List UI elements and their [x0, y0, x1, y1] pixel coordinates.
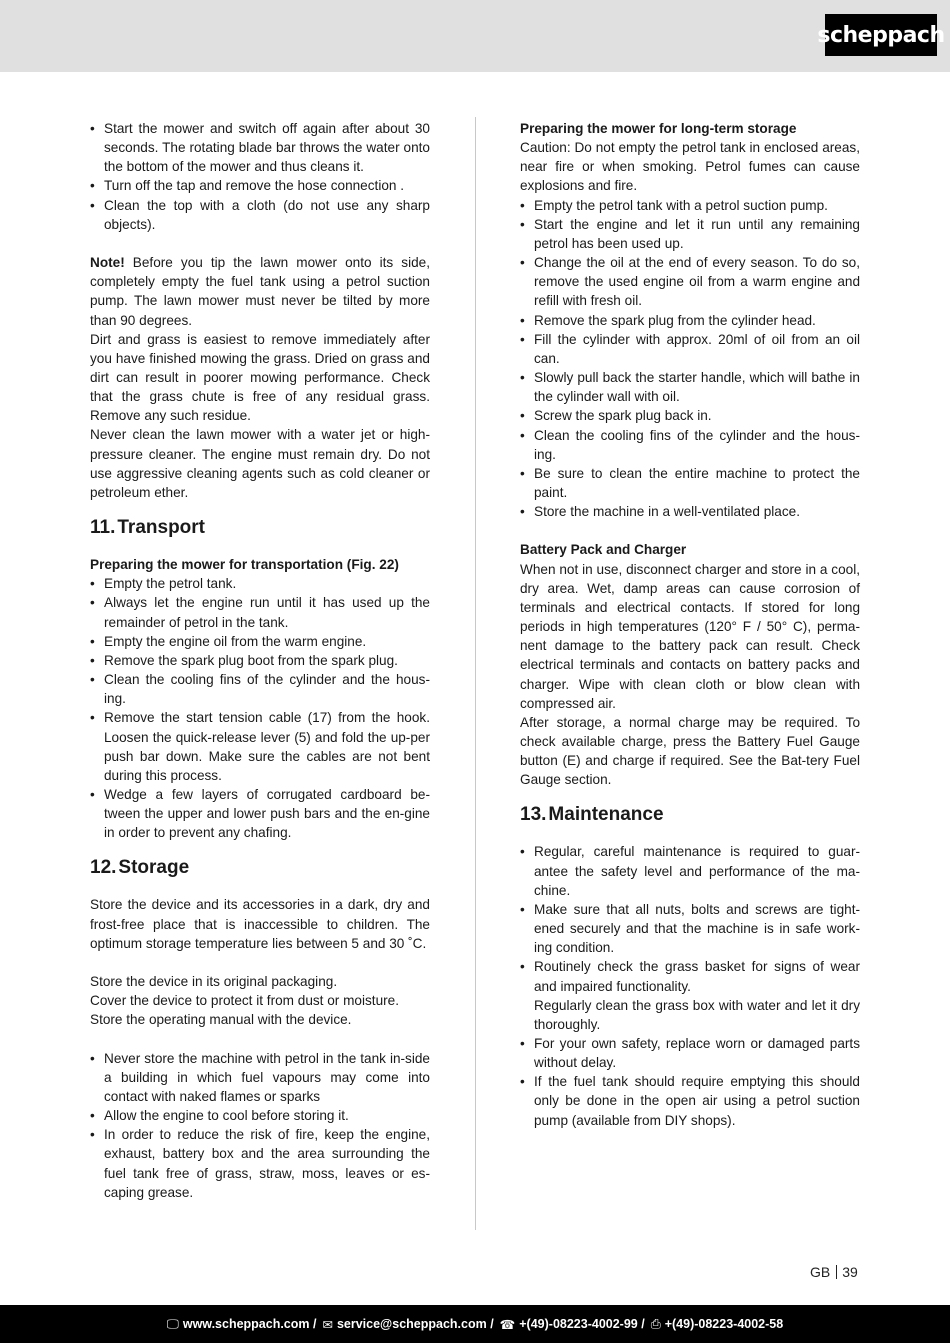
list-item: • Regular, careful maintenance is required to guar-antee the safety level and performance of the ma-chine. — [520, 842, 860, 899]
storage-line: Store the device in its original packaging. — [90, 974, 338, 990]
list-item: • Routinely check the grass basket for signs of wear and impaired functionality. Regularly clean the grass box with water and let it dry thoroughly. — [520, 957, 860, 1034]
right-column — [520, 119, 860, 1130]
list-item: • Clean the top with a cloth (do not use any sharp objects). — [90, 196, 430, 234]
list-item: • Remove the spark plug boot from the spark plug. — [90, 651, 430, 670]
list-item: • Turn off the tap and remove the hose connection . — [90, 176, 430, 195]
list-item: • Store the machine in a well-ventilated place. — [520, 502, 860, 521]
list-item: • Clean the cooling fins of the cylinder and the hous-ing. — [90, 670, 430, 708]
battery-paragraph: When not in use, disconnect charger and store in a cool, dry area. Wet, damp areas can cause corrosion of terminals and electrical contacts. If stored for long periods in high temperatures (120° F / 50° C), perma-nent damage to the battery pack can result. Check electrical terminals and contacts on battery packs and charger. Wipe with clean cloth or blow clean with compressed air. — [520, 561, 860, 711]
footer-web[interactable]: www.scheppach.com / — [182, 1317, 317, 1331]
column-divider — [475, 117, 476, 1230]
section-heading-storage: 12. Storage — [90, 857, 190, 879]
fax-icon: ⎙ — [650, 1316, 661, 1331]
footer-fax: +(49)-08223-4002-58 — [664, 1317, 784, 1331]
phone-icon: ☎ — [499, 1317, 516, 1332]
list-item: • Never store the machine with petrol in the tank in-side a building in which fuel vapours may come into contact with naked flames or sparks — [90, 1049, 430, 1106]
storage-list — [90, 1049, 430, 1202]
list-item: • Remove the spark plug from the cylinder head. — [520, 311, 860, 330]
transport-subheading: Preparing the mower for transportation (Fig. 22) — [90, 557, 399, 573]
scheppach-logo: scheppach — [825, 14, 937, 56]
list-item: • Empty the petrol tank. — [90, 574, 430, 593]
section-heading-maintenance: 13. Maintenance — [520, 804, 664, 826]
list-item: • Start the mower and switch off again after about 30 seconds. The rotating blade bar throws the water onto the bottom of the mower and thus cleans it. — [90, 119, 430, 176]
list-item: • If the fuel tank should require emptying this should only be done in the open air using a petrol suction pump (available from DIY shops). — [520, 1072, 860, 1129]
list-item: • Start the engine and let it run until any remaining petrol has been used up. — [520, 215, 860, 253]
list-item: • Always let the engine run until it has used up the remainder of petrol in the tank. — [90, 593, 430, 631]
footer-mail[interactable]: service@scheppach.com / — [336, 1317, 494, 1331]
storage-paragraph: Store the device and its accessories in a dark, dry and frost-free place that is inaccessible to children. The optimum storage temperature lies between 5 and 30 ˚C. — [90, 897, 430, 951]
list-item: • Change the oil at the end of every season. To do so, remove the used engine oil from a warm engine and refill with fresh oil. — [520, 253, 860, 310]
list-item: • Make sure that all nuts, bolts and screws are tight-ened securely and that the machine is in safe work-ing condition. — [520, 900, 860, 957]
note-text: Before you tip the lawn mower onto its side, completely empty the fuel tank using a petrol suction pump. The lawn mower must never be tilted by more than 90 degrees. — [90, 255, 430, 328]
list-item: • Clean the cooling fins of the cylinder and the hous-ing. — [520, 426, 860, 464]
maintenance-list — [520, 842, 860, 1129]
list-item: • Slowly pull back the starter handle, which will bathe in the cylinder wall with oil. — [520, 368, 860, 406]
left-column — [90, 119, 430, 1202]
list-item: • Empty the engine oil from the warm engine. — [90, 632, 430, 651]
longterm-subheading: Preparing the mower for long-term storage — [520, 121, 797, 136]
mail-icon: ✉ — [322, 1317, 333, 1332]
list-item: • Remove the start tension cable (17) from the hook. Loosen the quick-release lever (5) and fold the up-per push bar down. Make sure the cables are not bent during this process. — [90, 708, 430, 785]
list-item: • For your own safety, replace worn or damaged parts without delay. — [520, 1034, 860, 1072]
computer-icon: 🖵 — [166, 1316, 179, 1331]
list-item: • Fill the cylinder with approx. 20ml of oil from an oil can. — [520, 330, 860, 368]
section-heading-transport: 11. Transport — [90, 517, 205, 539]
storage-line: Store the operating manual with the device. — [90, 1012, 352, 1028]
battery-paragraph: After storage, a normal charge may be required. To check available charge, press the Battery Fuel Gauge button (E) and charge if required. See the Bat-tery Fuel Gauge section. — [520, 714, 860, 788]
list-item: • In order to reduce the risk of fire, keep the engine, exhaust, battery box and the area surrounding the fuel tank free of grass, straw, moss, leaves or es-caping grease. — [90, 1125, 430, 1202]
battery-subheading: Battery Pack and Charger — [520, 542, 687, 558]
storage-line: Cover the device to protect it from dust or moisture. — [90, 993, 400, 1009]
cleaning-list — [90, 119, 430, 234]
note-label: Note! — [90, 255, 125, 271]
list-item: • Be sure to clean the entire machine to protect the paint. — [520, 464, 860, 502]
page-footer — [0, 1305, 950, 1343]
footer-phone: +(49)-08223-4002-99 / — [519, 1317, 645, 1331]
page-header — [0, 0, 950, 72]
clean-paragraph: Never clean the lawn mower with a water jet or high-pressure cleaner. The engine must remain dry. Do not use aggressive cleaning agents such as cold cleaner or petroleum ether. — [90, 427, 430, 500]
transport-list — [90, 574, 430, 842]
grass-box-note: Regularly clean the grass box with water and let it dry thoroughly. — [534, 997, 860, 1032]
list-item: • Wedge a few layers of corrugated cardboard be-tween the upper and lower push bars and the en-gine in order to prevent any chafing. — [90, 785, 430, 842]
list-item: • Empty the petrol tank with a petrol suction pump. — [520, 196, 860, 215]
longterm-list — [520, 196, 860, 522]
list-item: • Screw the spark plug back in. — [520, 406, 860, 425]
dirt-paragraph: Dirt and grass is easiest to remove immediately after you have finished mowing the grass. Dried on grass and dirt can result in poorer mowing performance. Check that the grass chute is free of any residual grass. Remove any such residue. — [90, 331, 430, 424]
page-number: GB 39 — [810, 1264, 858, 1280]
note-paragraph — [90, 253, 430, 330]
list-item: • Allow the engine to cool before storing it. — [90, 1106, 430, 1125]
caution-paragraph: Caution: Do not empty the petrol tank in enclosed areas, near fire or when smoking. Petrol fumes can cause explosions and fire. — [520, 140, 860, 194]
